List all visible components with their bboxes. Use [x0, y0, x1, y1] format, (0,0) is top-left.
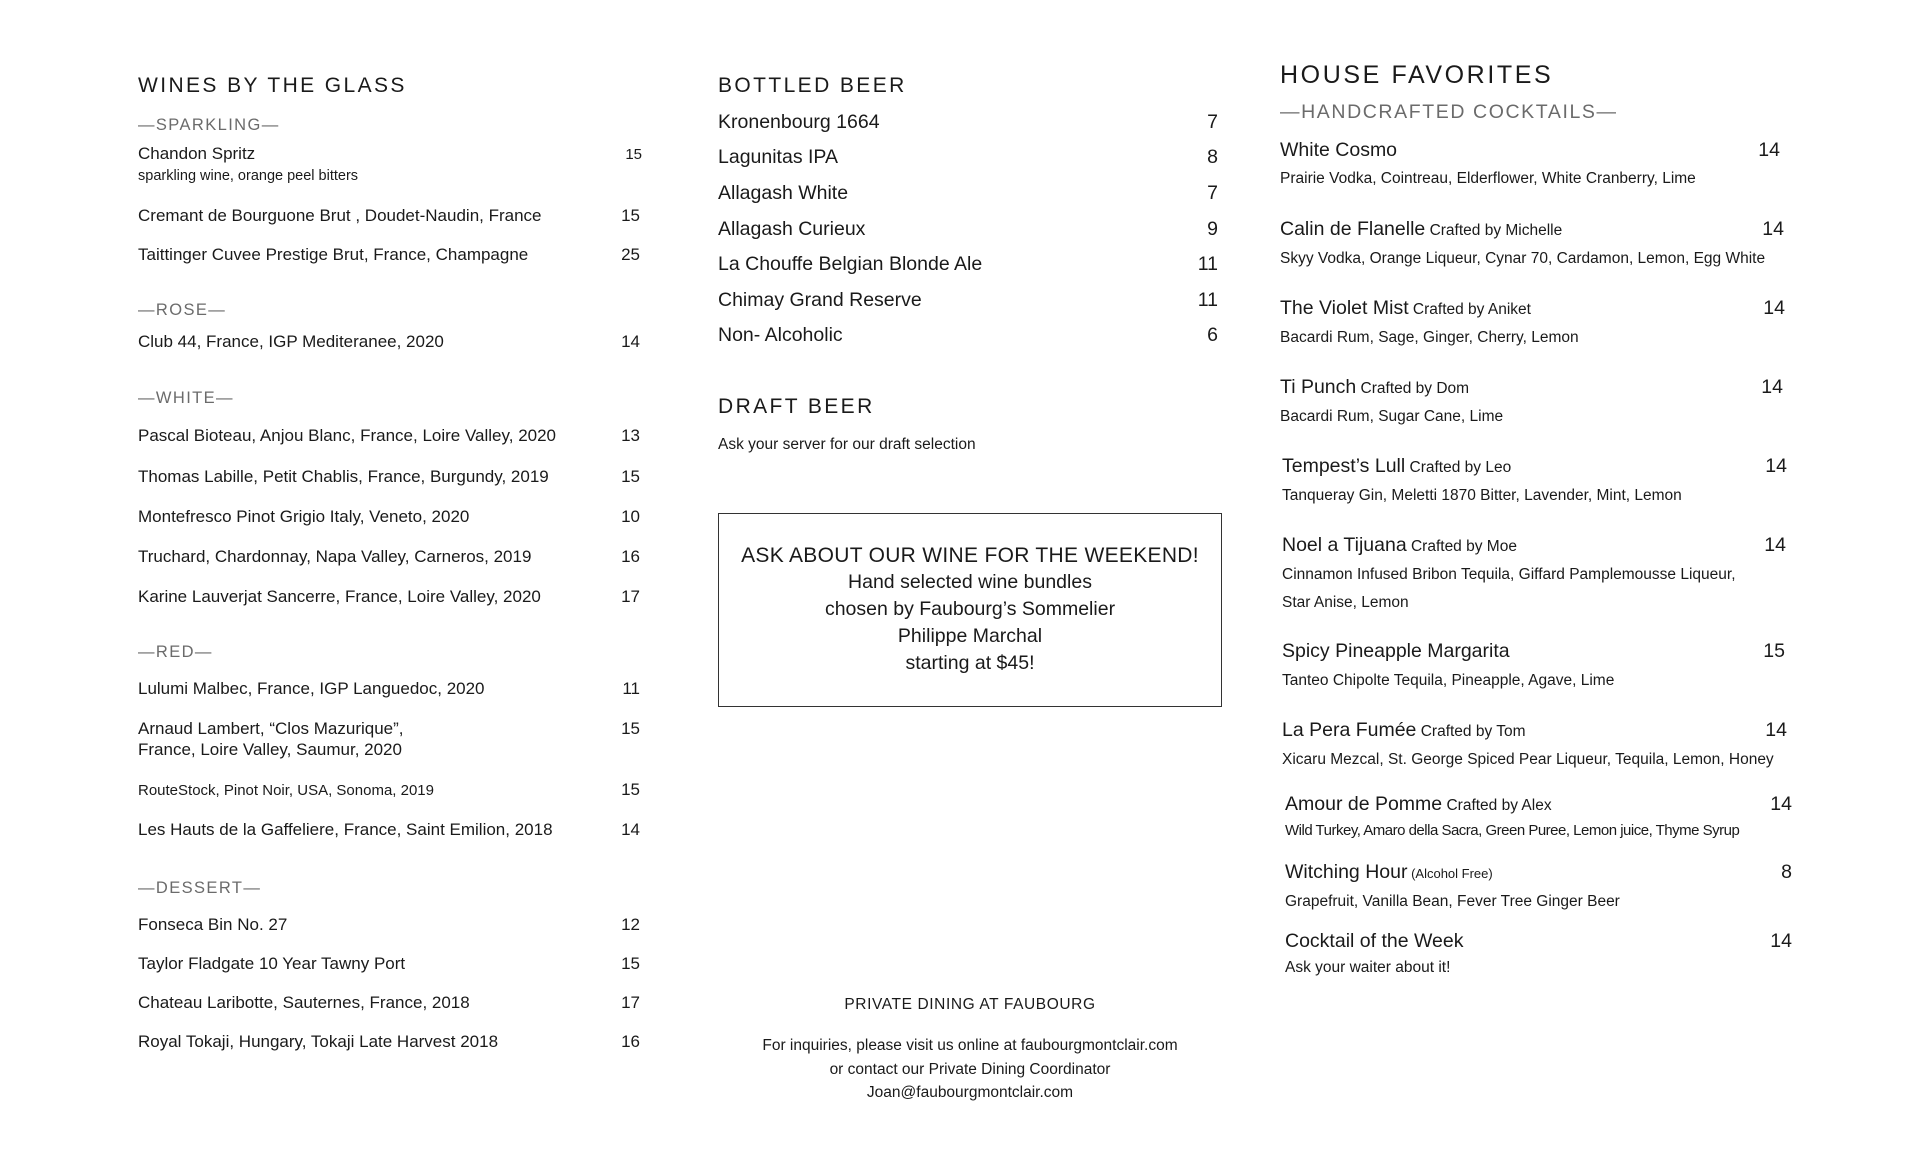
- wine-item: Montefresco Pinot Grigio Italy, Veneto, 2020: [138, 507, 470, 526]
- wine-price: 15: [625, 146, 642, 163]
- cocktail-name: [1285, 930, 1463, 953]
- beer-price: 7: [1207, 182, 1218, 204]
- promo-line: Philippe Marchal: [897, 625, 1043, 647]
- cocktail-price: 14: [1770, 793, 1792, 815]
- cocktail-title: The Violet Mist: [1280, 297, 1409, 319]
- bottled-beer-title: BOTTLED BEER: [718, 74, 907, 97]
- beer-item: Non- Alcoholic: [718, 324, 843, 346]
- section-sparkling: —SPARKLING—: [138, 116, 280, 134]
- wine-item: Truchard, Chardonnay, Napa Valley, Carneros, 2019: [138, 547, 532, 566]
- wine-item: Chandon Spritz: [138, 144, 256, 163]
- handcrafted-cocktails-subtitle: —HANDCRAFTED COCKTAILS—: [1280, 101, 1618, 123]
- cocktail-desc: Bacardi Rum, Sage, Ginger, Cherry, Lemon: [1280, 329, 1579, 346]
- cocktail-price: 14: [1765, 455, 1787, 477]
- cocktail-crafted-by: Crafted by Alex: [1442, 797, 1552, 814]
- cocktail-price: 14: [1770, 930, 1792, 952]
- cocktail-crafted-by: Crafted by Dom: [1356, 380, 1470, 397]
- wine-item: Taittinger Cuvee Prestige Brut, France, Champagne: [138, 245, 529, 264]
- cocktail-name: [1282, 719, 1526, 742]
- private-dining-line: or contact our Private Dining Coordinator: [829, 1060, 1111, 1078]
- cocktail-desc: Tanqueray Gin, Meletti 1870 Bitter, Lavender, Mint, Lemon: [1282, 487, 1682, 504]
- cocktail-desc: Cinnamon Infused Bribon Tequila, Giffard Pamplemousse Liqueur,: [1282, 566, 1736, 583]
- wine-item: Thomas Labille, Petit Chablis, France, Burgundy, 2019: [138, 467, 549, 486]
- wine-price: 13: [621, 426, 640, 445]
- beer-item: Kronenbourg 1664: [718, 111, 880, 133]
- cocktail-crafted-by: Crafted by Leo: [1405, 459, 1512, 476]
- wine-item: Les Hauts de la Gaffeliere, France, Saint Emilion, 2018: [138, 820, 553, 839]
- cocktail-crafted-by: Crafted by Moe: [1406, 538, 1517, 555]
- promo-line: chosen by Faubourg’s Sommelier: [824, 598, 1116, 620]
- cocktail-desc: Bacardi Rum, Sugar Cane, Lime: [1280, 408, 1504, 425]
- wine-price: 15: [621, 206, 640, 225]
- house-favorites-title: HOUSE FAVORITES: [1280, 61, 1554, 89]
- cocktail-title: Amour de Pomme: [1285, 793, 1443, 815]
- beer-price: 6: [1207, 324, 1218, 346]
- wine-price: 17: [621, 993, 640, 1012]
- wine-item: Pascal Bioteau, Anjou Blanc, France, Loire Valley, 2020: [138, 426, 557, 445]
- cocktail-name: [1280, 139, 1397, 162]
- wine-item-line2: France, Loire Valley, Saumur, 2020: [138, 740, 402, 759]
- wine-item: Lulumi Malbec, France, IGP Languedoc, 2020: [138, 679, 485, 698]
- private-dining-info: [718, 1034, 1222, 1105]
- cocktail-title: Tempest’s Lull: [1282, 455, 1406, 477]
- draft-beer-title: DRAFT BEER: [718, 395, 875, 418]
- cocktail-desc: Ask your waiter about it!: [1285, 959, 1451, 976]
- wine-price: 15: [621, 467, 640, 486]
- wine-item: RouteStock, Pinot Noir, USA, Sonoma, 2019: [138, 782, 434, 799]
- wine-price: 15: [621, 954, 640, 973]
- cocktail-title: White Cosmo: [1280, 139, 1398, 161]
- section-dessert: —DESSERT—: [138, 879, 262, 897]
- wine-weekend-promo-box: [718, 513, 1222, 707]
- promo-line: starting at $45!: [905, 652, 1035, 674]
- cocktail-name: [1282, 455, 1511, 478]
- cocktail-title: Witching Hour: [1285, 861, 1408, 883]
- private-dining-heading: PRIVATE DINING AT FAUBOURG: [844, 996, 1096, 1013]
- wine-item: Karine Lauverjat Sancerre, France, Loire Valley, 2020: [138, 587, 541, 606]
- cocktail-title: Calin de Flanelle: [1280, 218, 1426, 240]
- beer-price: 8: [1207, 146, 1218, 168]
- promo-title: ASK ABOUT OUR WINE FOR THE WEEKEND!: [741, 544, 1199, 567]
- private-dining-title: [718, 996, 1222, 1014]
- cocktail-desc: Grapefruit, Vanilla Bean, Fever Tree Ginger Beer: [1285, 893, 1620, 910]
- wine-item: Fonseca Bin No. 27: [138, 915, 288, 934]
- section-white: —WHITE—: [138, 389, 234, 407]
- wine-price: 17: [621, 587, 640, 606]
- cocktail-desc: Wild Turkey, Amaro della Sacra, Green Puree, Lemon juice, Thyme Syrup: [1285, 822, 1740, 839]
- cocktail-price: 14: [1761, 376, 1783, 398]
- promo-line: Hand selected wine bundles: [848, 571, 1092, 593]
- cocktail-price: 15: [1763, 640, 1785, 662]
- cocktail-name: [1285, 861, 1493, 884]
- wine-price: 12: [621, 915, 640, 934]
- wine-item: Cremant de Bourguone Brut , Doudet-Naudin, France: [138, 206, 542, 225]
- wines-title: WINES BY THE GLASS: [138, 74, 407, 97]
- cocktail-desc: Prairie Vodka, Cointreau, Elderflower, White Cranberry, Lime: [1280, 170, 1696, 187]
- wine-item: Taylor Fladgate 10 Year Tawny Port: [138, 954, 406, 973]
- cocktail-title: Noel a Tijuana: [1282, 534, 1407, 556]
- wine-price: 14: [621, 820, 640, 839]
- cocktail-name: [1280, 297, 1531, 320]
- beer-item: Lagunitas IPA: [718, 146, 838, 168]
- wine-price: 15: [621, 719, 640, 738]
- cocktail-desc-line2: Star Anise, Lemon: [1282, 594, 1409, 611]
- private-dining-line: For inquiries, please visit us online at faubourgmontclair.com: [762, 1037, 1178, 1054]
- beer-item: Chimay Grand Reserve: [718, 289, 922, 311]
- cocktail-name: [1285, 793, 1552, 816]
- section-rose: —ROSE—: [138, 301, 227, 319]
- beer-price: 11: [1197, 289, 1218, 311]
- cocktail-alcohol-free: (Alcohol Free): [1407, 866, 1493, 881]
- cocktail-name: [1280, 218, 1562, 241]
- cocktail-title: Spicy Pineapple Margarita: [1282, 640, 1510, 662]
- wine-price: 14: [621, 332, 640, 351]
- beer-item: La Chouffe Belgian Blonde Ale: [718, 253, 983, 275]
- beer-item: Allagash Curieux: [718, 218, 866, 240]
- beer-price: 11: [1197, 253, 1218, 275]
- cocktail-price: 14: [1762, 218, 1784, 240]
- cocktail-price: 14: [1758, 139, 1780, 161]
- beer-item: Allagash White: [718, 182, 849, 204]
- cocktail-crafted-by: Crafted by Michelle: [1425, 222, 1563, 239]
- cocktail-crafted-by: Crafted by Tom: [1416, 723, 1526, 740]
- private-dining-email: Joan@faubourgmontclair.com: [866, 1084, 1074, 1101]
- cocktail-desc: Tanteo Chipolte Tequila, Pineapple, Agave, Lime: [1282, 672, 1615, 689]
- beer-price: 7: [1207, 111, 1218, 133]
- cocktail-name: [1280, 376, 1469, 399]
- wine-item: Royal Tokaji, Hungary, Tokaji Late Harvest 2018: [138, 1032, 499, 1051]
- wine-item: Chateau Laribotte, Sauternes, France, 2018: [138, 993, 470, 1012]
- wine-price: 16: [621, 1032, 640, 1051]
- draft-beer-note: Ask your server for our draft selection: [718, 436, 976, 453]
- wine-price: 10: [621, 507, 640, 526]
- cocktail-price: 14: [1764, 534, 1786, 556]
- cocktail-crafted-by: Crafted by Aniket: [1408, 301, 1531, 318]
- cocktail-name: [1282, 534, 1517, 557]
- wine-price: 11: [622, 679, 640, 698]
- beer-price: 9: [1207, 218, 1218, 240]
- cocktail-title: Ti Punch: [1280, 376, 1357, 398]
- wine-item: Club 44, France, IGP Mediteranee, 2020: [138, 332, 444, 351]
- cocktail-price: 8: [1781, 861, 1792, 883]
- wine-price: 16: [621, 547, 640, 566]
- cocktail-price: 14: [1763, 297, 1785, 319]
- wine-item: Arnaud Lambert, “Clos Mazurique”,: [138, 719, 404, 738]
- cocktail-price: 14: [1765, 719, 1787, 741]
- cocktail-desc: Skyy Vodka, Orange Liqueur, Cynar 70, Cardamon, Lemon, Egg White: [1280, 250, 1766, 267]
- cocktail-title: Cocktail of the Week: [1285, 930, 1464, 952]
- cocktail-desc: Xicaru Mezcal, St. George Spiced Pear Liqueur, Tequila, Lemon, Honey: [1282, 751, 1774, 768]
- wine-price: 15: [621, 780, 640, 799]
- section-red: —RED—: [138, 643, 213, 661]
- cocktail-title: La Pera Fumée: [1282, 719, 1417, 741]
- wine-desc: sparkling wine, orange peel bitters: [138, 168, 359, 184]
- cocktail-name: [1282, 640, 1510, 663]
- wine-price: 25: [621, 245, 640, 264]
